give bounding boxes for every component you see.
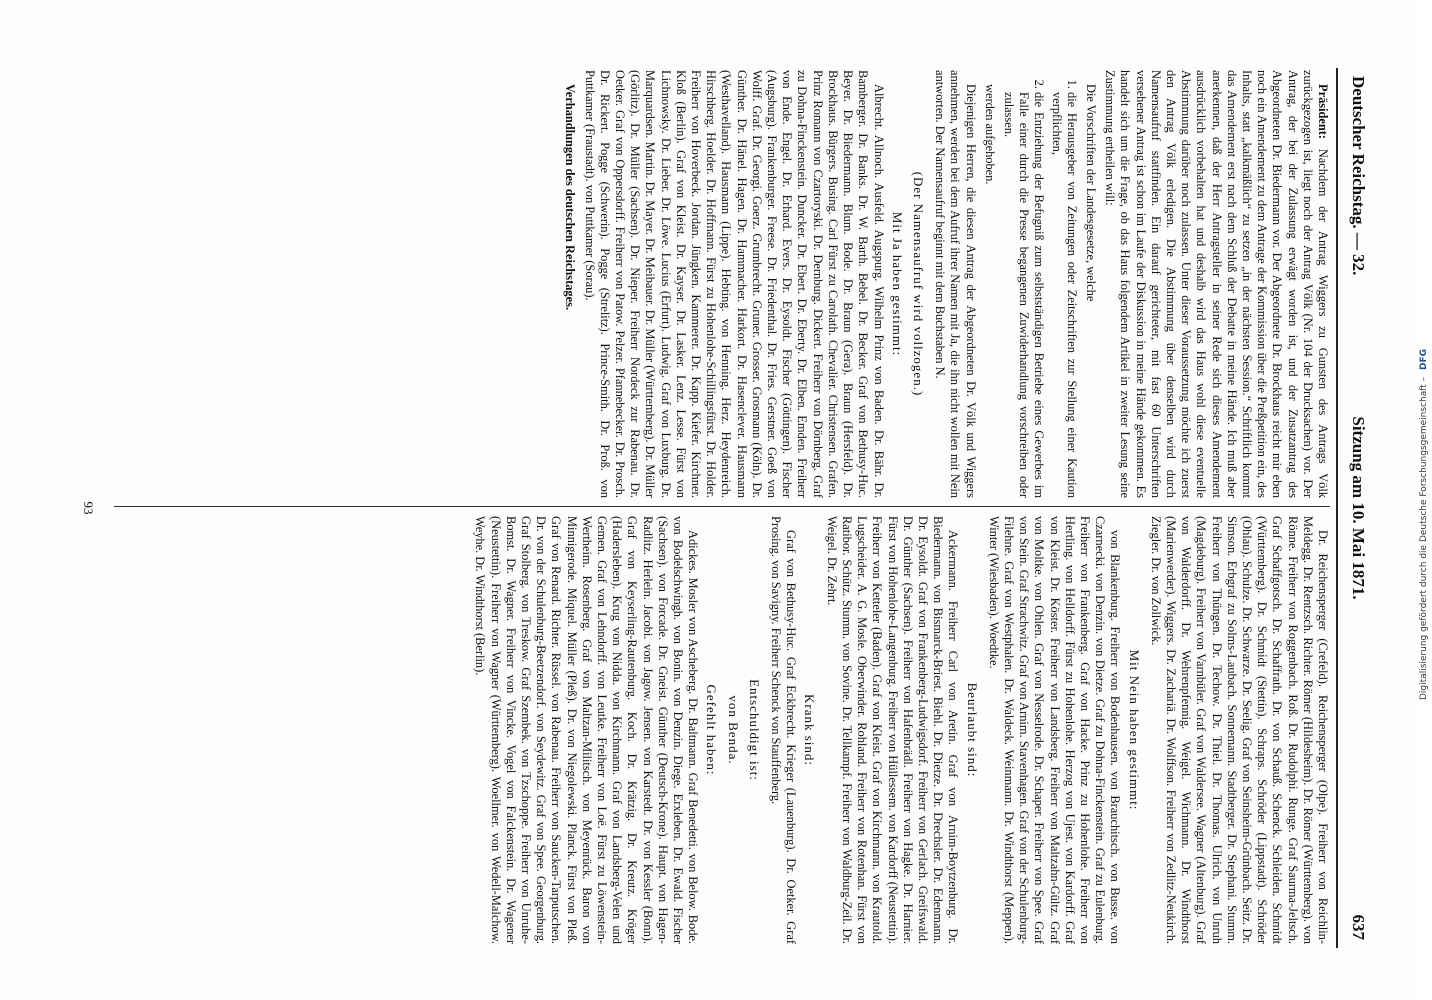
provision-item-2: 2. die Entziehung der Befugniß zum selbstständigen Betriebe eines Gewerbes im Falle einer durch die Presse begangenen Zuwiderhandlung vorschreiben oder zulassen.: [1001, 92, 1047, 498]
header-center: Sitzung am 10. Mai 1871.: [1349, 416, 1368, 600]
columns: [114, 68, 1330, 948]
dfg-logo: DFG: [1419, 348, 1429, 370]
speaker-label: Präsident:: [1316, 84, 1330, 140]
footer-proceedings: Verhandlungen des deutschen Reichstages.: [563, 84, 578, 311]
list-excused: von Benda.: [725, 695, 741, 765]
heading-voted-yes: Mit Ja haben gestimmt:: [889, 211, 905, 357]
list-sick: Graf von Bethusy-Huc. Graf Eckbrecht. Krieger (Lauenburg). Dr. Oetker. Graf Prosing. von Savigny. Freiherr Schenck von Stauffenberg.: [769, 516, 799, 944]
column-divider: [114, 506, 1330, 507]
paragraph-abolished: werden aufgehoben.: [982, 84, 997, 185]
page-header: [1336, 68, 1374, 948]
left-column: [114, 70, 1330, 498]
list-voted-yes: Albrecht. Allnoch. Ausfeld. Augspurg. Wilhelm Prinz von Baden. Dr. Bähr. Dr. Bamberger. Dr. Banks. Dr. W. Barth. Bebel. Dr. Becker. Graf von Bethusy-Huc. Beyer. Dr. Biedermann. Blum. Bode. Dr. Braun (Gera). Braun (Hersfeld). Dr. Brockhaus. Bürgers. Busing. Carl Fürst zu Carolath. Chevalier. Christensen. Grafen. Prinz Romann von Czartoryski. Dr. Dernburg. Dickert. Freiherr von Dörnberg. Graf zu Dohna-Finckenstein. Duncker. Dr. Ebert. Dr. Eberty. Dr. Elben. Emden. Freiherr von Ende. Engel. Dr. Erhard. Evers. Dr. Eysoldt. Fischer (Göttingen). Fischer (Augsburg). Frankenburger. Freese. Dr. Friedenthal. Dr. Fries. Gerstner. Goeß von Wolff. Graf. Dr. Georgi. Goerz. Grumbrecht. Gruner. Grosser. Grosmann (Köln). Dr. Günther. Dr. Hänel. Hagen. Dr. Hammacher. Harkort. Dr. Hasenclever. Hausmann (Westhavelland). Hausmann (Lippe). Hebting. von Henning. Herz. Heydenreich. Hirschberg. Hoelder. Dr. Hoffmann. Fürst zu Hohenlohe-Schillingsfürst. Dr. Holder. Freiherr von Hoverbeck. Jordan. Jüngken. Kammerer. Dr. Kapp. Kiefer. Kirchner. Kloß (Berlin). Graf von Kleist. Dr. Kayser. Dr. Lasker. Lenz. Lesse. Fürst von Lichnowsky. Dr. Lieber. Dr. Löwe. Lucius (Erfurt). Ludwig. Graf von Luxburg. Dr. Marquardsen. Martin. Dr. Mayer. Dr. Meibauer. Dr. Müller (Württemberg). Dr. Müller (Görlitz). Dr. Müller (Sachsen). Dr. Nieper. Freiherr Nordeck zur Rabenau. Dr. Oetker. Graf von Oppersdorff. Freiherr von Patow. Pelzer. Pfannebecker. Dr. Prosch. Dr. Rickert. Pogge (Schwerin). Pogge (Strelitz). Prince-Smith. Dr. Proß. von Puttkamer (Fraustadt). von Puttkamer (Sorau).: [582, 70, 886, 498]
paragraph-provisions: Die Vorschriften der Landesgesetze, welche: [1083, 84, 1098, 302]
list-absent: Adickes. Mosler von Ascheberg. Dr. Baltmann. Graf Benedetti. von Below. Bode. von Bodelschwingh. von Bonin. von Denzin. Diege. Erxleben. Dr. Ewald. Fischer (Sachsen). von Forcade. Dr. Gneist. Günther (Deutsch-Krone). Haupt. von Hagen-Radlitz. Herlein. Jacobi. von Jagow. Jensen. von Karstedt. Dr. von Kessler (Bonn). Graf von Keyserling-Rautenburg. Koch. Dr. Krätzig. Dr. Kreutz. Kröger (Hadersleben). Krug von Nidda. von Kirchmann. Graf von Landsberg-Velen und Gemen. Graf von Lehndorff. von Leutke. Freiherr von Loë. Fürst zu Löwenstein-Wertheim. Rosenberg. Graf von Maltzan-Militsch. von Meyenrück. Baron von Minnigerode. Miquel. Müller (Pleß). Dr. von Niegolewski. Planck. Fürst von Pleß. Graf von Renard. Richter. Rüssel. von Rabenau. Freiherr von Saucken-Tarputschen. Dr. von der Schulenburg-Beetzendorf. von Seydewitz. Graf von Spee. Georgenburg. Graf Stolberg. von Treskow. Graf Szembek. von Tzschoppe. Freiherr von Unruhe-Bomst. Dr. Wagner. Freiherr von Vincke. Vogel von Falckenstein. Dr. Wagener (Neustettin). Freiherr von Wagner (Württemberg). Woellmer. von Wedell-Malchow. Weyhe. Dr. Windthorst (Berlin).: [473, 516, 701, 944]
heading-absent: Gefehlt haben:: [704, 684, 720, 776]
roll-call-note: (Der Namensaufruf wird vollzogen.): [910, 171, 926, 397]
provisions-list: [1001, 92, 1079, 498]
heading-voted-no: Mit Nein haben gestimmt:: [1126, 649, 1142, 811]
list-on-leave: Ackermann. Freiherr Carl von Aretin. Graf von Arnim-Boytzenburg. Dr. Biedermann. von Bismarck-Briest. Biehl. Dr. Dietze. Dr. Drechsler. Dr. Edenmann. Dr. Eysoldt. Graf von Frankenberg-Ludwigsdorf. Freiherr von Gerlach. Greifswald. Dr. Günther (Sachsen). Freiherr von Hafenbrädl. Freiherr von Hagke. Dr. Harnier. Fürst von Hohenlohe-Langenburg. Freiherr von Hüllessem. von Kardorff (Neustettin). Freiherr von Ketteler (Baden). Graf von Kleist. Graf von Kirchmann. von Krautold. Lugscheider. A. G. Mosle. Oberwinder. Rohland. Freiherr von Rotenhan. Fürst von Ratibor. Schütz. Stumm. von Sovine. Dr. Tellkampf. Freiherr von Waldburg-Zeil. Dr. Weigel. Dr. Zehrt.: [824, 516, 961, 944]
newspaper-sheet: [74, 68, 1374, 948]
provision-item-1: 1. die Herausgeber von Zeitungen oder Zeitschriften zur Stellung einer Kaution verpflichten,: [1048, 92, 1078, 498]
list-voted-yes-continued: Dr. Reichensperger (Crefeld). Reichensperger (Olpe). Freiherr von Reichlin-Meldegg. Dr. Rentzsch. Richter. Römer (Hildesheim). Dr. Römer (Württemberg). von Rönne. Freiherr von Roggenbach. Roß. Dr. Rudolphi. Runge. Graf Saurma-Jeltsch. Graf Schaffgotsch. Dr. Schaffrath. Dr. von Schauß. Schenck. Schleiden. Schmidt (Württemberg). Dr. Schmidt (Stettin). Schraps. Schröder (Lippstadt). Schröder (Ohlau). Schulze. Dr. Schwarze. Dr. Seelig. Graf von Seinsheim-Grünbach. Seitz. Dr. Simson. Erbgraf zu Solms-Laubach. Sonnemann. Stadtberger. Dr. Stephani. Stumm. Freiherr von Thüngen. Dr. Techow. Dr. Thiel. Dr. Thomas. Ulrich. von Unruh (Magdeburg). Freiherr von Varnbüler. Graf von Waldersee. Wagner (Altenburg). Graf von Walderdorff. Dr. Wehrenpfennig. Weigel. Wichmann. Dr. Windthorst (Marienwerder). Wiggers. Dr. Zachariä. Dr. Wolffson. Freiherr von Zedlitz-Neukirch. Ziegler. Dr. von Zollwick.: [1148, 516, 1330, 944]
paragraph-president: [1102, 70, 1330, 498]
list-voted-no: von Blankenburg. Freiherr von Bodenhausen. von Brauchitsch. von Busse. von Czarnecki. von Denzin. von Dietze. Graf zu Dohna-Finckenstein. Graf zu Eulenburg. Freiherr von Frankenberg. Graf von Hacke. Prinz zu Hohenlohe. Freiherr von Hertling. von Helldorff. Fürst zu Hohenlohe. Herzog von Ujest. von Kardorff. Graf von Kleist. Dr. Köster. Freiherr von Landsberg. Freiherr von Maltzahn-Gültz. Graf von Moltke. von Ohlen. Graf von Nesselrode. Dr. Schaper. Freiherr von Spee. Graf von Stein. Graf Strachwitz. Graf von Arnim. Stavenhagen. Graf von der Schulenburg-Filehne. Graf von Westphalen. Dr. Waldeck. Weinmann. Dr. Windthorst (Meppen). Winter (Wiesbaden). Woedtke.: [986, 516, 1123, 944]
header-page-number: 637: [1349, 914, 1368, 940]
heading-sick: Krank sind:: [802, 693, 818, 767]
heading-excused: Entschuldigt ist:: [746, 679, 762, 781]
sheet-number: 93: [81, 501, 96, 515]
digitization-credit: [1416, 0, 1432, 1000]
right-column: [114, 516, 1330, 944]
heading-on-leave: Beurlaubt sind:: [964, 682, 980, 778]
credit-text-rotated: [1419, 0, 1432, 700]
president-text: Nachdem der Antrag Wiggers zu Gunsten des Antrags Völk zurückgezogen ist, liegt noch der Antrag Völk (Nr. 104 der Drucksachen) vor. Der Antrag, der bei der Zulassung erwägt worden ist, und der Zusatzantrag des Abgeordneten Dr. Biedermann vor. Der Abgeordnete Dr. Brockhaus reicht mir eben noch ein Amendement zu dem Antrage der Kommission über die Preßpetition ein, des Inhalts, statt „kalkmäßlich“ zu setzen „in der nächsten Session.“ Schriftlich kommt das Amendement erst nach dem Schluß der Debatte in meine Hände. Ich muß aber anerkennen, daß der Herr Antragsteller in seiner Rede sich dieses Amendement ausdrücklich vorbehalten hat und deshalb wird das Haus wohl diese eventuelle Abstimmung darüber noch zulassen. Unter dieser Voraussetzung möchte ich zuerst den Antrag Völk erledigen. Die Abstimmung über denselben wird durch Namensaufruf stattfinden. Ein darauf gerichteter, mit fast 60 Unterschriften versehener Antrag ist schon im Laufe der Diskussion in meine Hände gekommen. Es handelt sich um die Frage, ob das Haus folgendem Artikel in zweiter Lesung seine Zustimmung ertheilen will:: [1103, 70, 1330, 498]
credit-text: Digitalisierung gefördert durch die Deutsche Forschungsgemeinschaft –: [1419, 376, 1429, 700]
paragraph-vote-instructions: Diejenigen Herren, die diesen Antrag der Abgeordneten Dr. Völk und Wiggers annehmen, werden bei dem Aufruf ihrer Namen mit Ja, die ihn nicht wollen mit Nein antworten. Der Namensaufruf beginnt mit dem Buchstaben N.: [933, 70, 978, 498]
header-left: Deutscher Reichstag. — 32.: [1349, 76, 1368, 276]
